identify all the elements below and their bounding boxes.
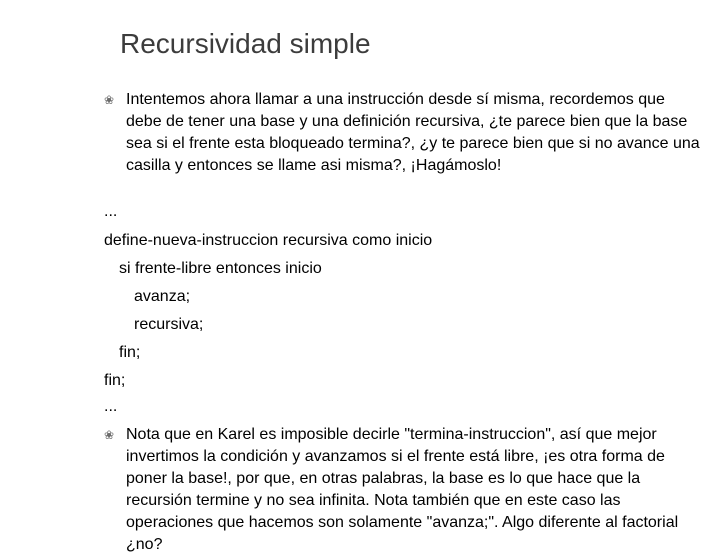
bullet-paragraph xyxy=(104,89,704,177)
slide-title: Recursividad simple xyxy=(120,28,371,59)
code-line: fin; xyxy=(119,344,141,361)
code-line: fin; xyxy=(104,372,126,389)
code-line: ... xyxy=(104,203,118,220)
leaf-bullet-icon: ❀ xyxy=(104,93,115,107)
code-line: ... xyxy=(104,398,118,415)
code-line: si frente-libre entonces inicio xyxy=(119,260,322,277)
leaf-bullet-icon: ❀ xyxy=(104,428,115,442)
code-line: define-nueva-instruccion recursiva como inicio xyxy=(104,232,433,249)
code-line: recursiva; xyxy=(134,316,204,333)
bullet-text: Nota que en Karel es imposible decirle "termina-instruccion", así que mejor invertimos la condición y avanzamos si el frente está libre, ¡es otra forma de poner la base!, por que, en otras palabras, la base es lo que hace que la recursión termine y no sea infinita. Nota también que en este caso las operaciones que hacemos son solamente "avanza;". Algo diferente al factorial ¿no? xyxy=(126,426,679,553)
bullet-paragraph xyxy=(104,424,704,556)
code-line: avanza; xyxy=(134,288,191,305)
bullet-text: Intentemos ahora llamar a una instrucción desde sí misma, recordemos que debe de tener una base y una definición recursiva, ¿te parece bien que la base sea si el frente esta bloqueado termina?, ¿y te parece bien que si no avance una casilla y entonces se llame asi misma?, ¡Hagámoslo! xyxy=(126,91,700,174)
